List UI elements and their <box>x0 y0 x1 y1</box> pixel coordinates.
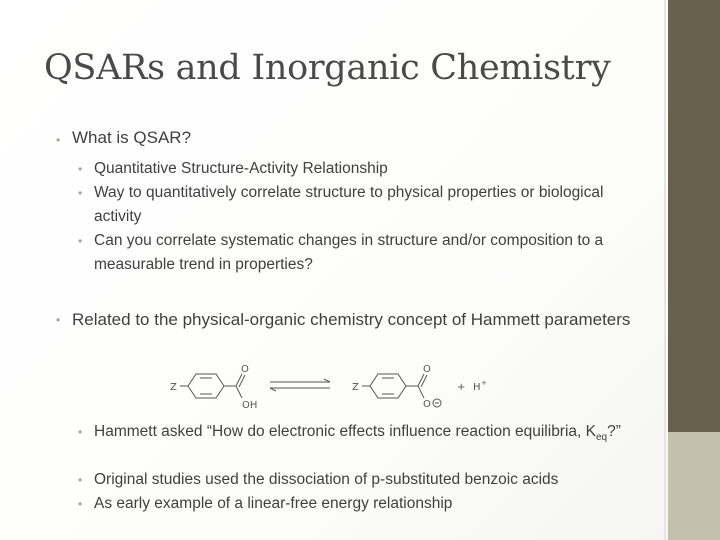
bullet-dot: • <box>78 473 83 487</box>
bullet-what-is-qsar: What is QSAR? <box>72 128 192 147</box>
carbonyl-o-left: O <box>241 364 249 375</box>
sub-bullet-original-studies: Original studies used the dissociation of p-substituted benzoic acids <box>94 471 559 488</box>
hammett-reaction-scheme <box>160 360 500 412</box>
bullet-dot: • <box>56 313 61 327</box>
carbonyl-o-right: O <box>423 364 431 375</box>
substituent-z-right: Z <box>352 382 359 393</box>
slide-title: QSARs and Inorganic Chemistry <box>44 48 611 88</box>
bullet-hammett: Related to the physical-organic chemistry concept of Hammett parameters <box>72 310 631 329</box>
bullet-dot: • <box>78 425 83 439</box>
proton-charge: + <box>481 379 487 387</box>
proton: H <box>473 382 481 393</box>
bullet-dot: • <box>78 234 83 248</box>
sidebar-divider <box>664 0 666 540</box>
sidebar-accent-dark <box>668 0 720 432</box>
bullet-dot: • <box>78 497 83 511</box>
plus-sign: + <box>457 382 466 393</box>
sidebar-accent-light <box>668 432 720 540</box>
hydroxyl-left: OH <box>242 400 258 411</box>
substituent-z-left: Z <box>170 382 177 393</box>
sub-bullet-hammett-asked: Hammett asked “How do electronic effects influence reaction equilibria, $K_{eq}$?” <box>94 423 621 444</box>
bullet-dot: • <box>78 162 83 176</box>
sub-bullet-lfer: As early example of a linear-free energy relationship <box>94 495 453 512</box>
sub-bullet-correlate: Way to quantitatively correlate structure to physical properties or biological activity <box>94 184 604 225</box>
carboxylate-o-right: O <box>423 399 431 410</box>
sub-bullet-definition: Quantitative Structure-Activity Relationship <box>94 160 388 177</box>
bullet-dot: • <box>78 186 83 200</box>
sub-bullet-systematic: Can you correlate systematic changes in structure and/or composition to a measurable trend in properties? <box>94 232 604 273</box>
bullet-dot: • <box>56 133 61 147</box>
